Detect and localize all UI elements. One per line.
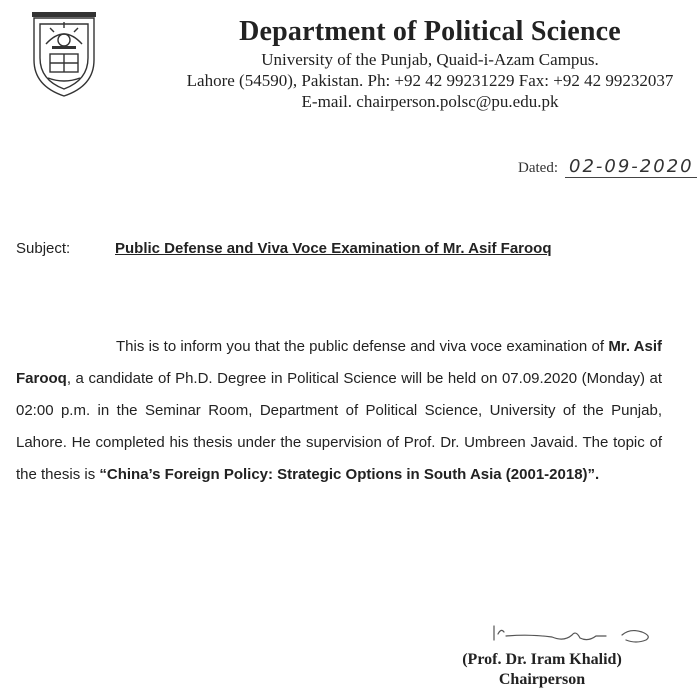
subject-text: Public Defense and Viva Voce Examination of Mr. Asif Farooq <box>115 240 552 257</box>
dated-label: Dated: <box>518 160 558 176</box>
signatory-name: (Prof. Dr. Iram Khalid) <box>462 651 622 668</box>
body-intro: This is to inform you that the public defense and viva voce examination of <box>116 338 605 355</box>
dated-value: 02-09-2020 <box>565 156 697 178</box>
candidate-name: Mr. Asif Farooq <box>16 338 663 387</box>
address-line-1: University of the Punjab, Quaid-i-Azam Campus. <box>261 50 599 69</box>
signature <box>490 618 670 648</box>
address-line-2: Lahore (54590), Pakistan. Ph: +92 42 99231229 Fax: +92 42 99232037 <box>186 71 674 90</box>
thesis-topic: “China’s Foreign Policy: Strategic Options in South Asia (2001-2018)”. <box>99 466 600 483</box>
email-line: E-mail. chairperson.polsc@pu.edu.pk <box>301 92 559 111</box>
signatory-title: Chairperson <box>498 671 586 688</box>
department-title: Department of Political Science <box>239 16 621 47</box>
subject-label: Subject: <box>16 240 71 257</box>
body-middle: , a candidate of Ph.D. Degree in Political Science will be held on 07.09.2020 (Monday) at 02:00 p.m. in the Seminar Room, Department of Political Science, University of the Punjab, Lahore. He completed his thesis under the supervision of Prof. Dr. Umbreen Javaid. The topic of the thesis is <box>16 370 662 483</box>
body-paragraph <box>16 331 662 491</box>
university-crest-logo <box>28 10 100 98</box>
letter-body <box>16 331 662 491</box>
